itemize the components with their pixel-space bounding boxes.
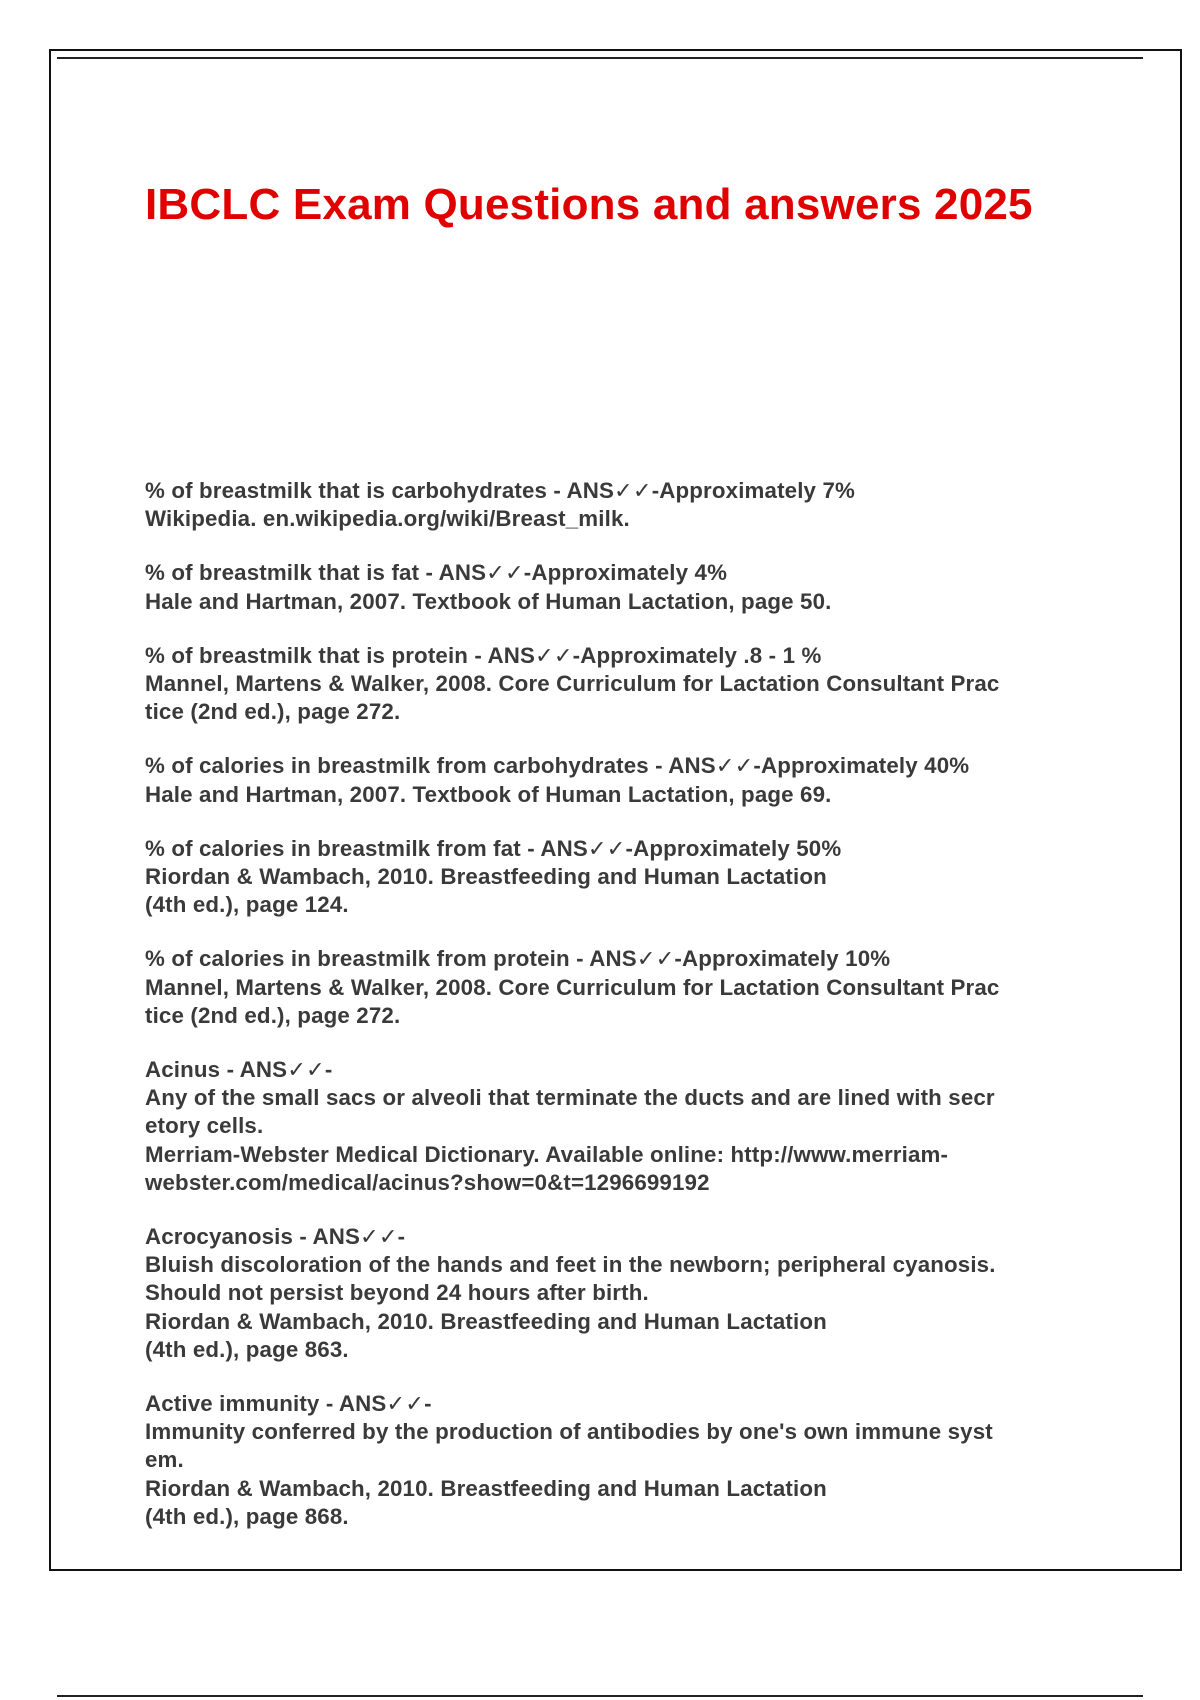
qa-text-line: tice (2nd ed.), page 272.: [145, 699, 401, 725]
qa-text-line: em.: [145, 1447, 184, 1473]
qa-question-line: Active immunity - ANS✓✓-: [145, 1391, 432, 1417]
qa-text-line: Should not persist beyond 24 hours after birth.: [145, 1280, 649, 1306]
qa-entry: [145, 945, 1145, 1030]
qa-list: [145, 477, 1145, 1557]
qa-text-line: Bluish discoloration of the hands and feet in the newborn; peripheral cyanosis.: [145, 1252, 996, 1278]
qa-question-line: Acrocyanosis - ANS✓✓-: [145, 1224, 406, 1250]
qa-text-line: Riordan & Wambach, 2010. Breastfeeding and Human Lactation: [145, 1308, 827, 1334]
qa-text-line: (4th ed.), page 868.: [145, 1503, 349, 1529]
qa-text-line: Wikipedia. en.wikipedia.org/wiki/Breast_milk.: [145, 506, 630, 532]
qa-text-line: Merriam-Webster Medical Dictionary. Available online: http://www.merriam-: [145, 1141, 949, 1167]
bottom-rule: [57, 1695, 1143, 1697]
qa-text-line: tice (2nd ed.), page 272.: [145, 1002, 401, 1028]
qa-question-line: % of breastmilk that is protein - ANS✓✓-Approximately .8 - 1 %: [145, 642, 822, 668]
qa-text-line: Hale and Hartman, 2007. Textbook of Human Lactation, page 69.: [145, 781, 832, 807]
qa-question-line: % of calories in breastmilk from carbohydrates - ANS✓✓-Approximately 40%: [145, 753, 970, 779]
qa-text-line: webster.com/medical/acinus?show=0&t=1296699192: [145, 1169, 710, 1195]
qa-text-line: Mannel, Martens & Walker, 2008. Core Curriculum for Lactation Consultant Prac: [145, 974, 1000, 1000]
qa-entry: [145, 752, 1145, 808]
qa-entry: [145, 477, 1145, 533]
qa-question-line: % of breastmilk that is fat - ANS✓✓-Approximately 4%: [145, 560, 728, 586]
qa-text-line: (4th ed.), page 124.: [145, 892, 349, 918]
qa-question-line: Acinus - ANS✓✓-: [145, 1057, 333, 1083]
qa-entry: [145, 1390, 1145, 1531]
document-title: IBCLC Exam Questions and answers 2025: [145, 180, 1033, 229]
qa-question-line: % of breastmilk that is carbohydrates - ANS✓✓-Approximately 7%: [145, 478, 855, 503]
qa-text-line: Any of the small sacs or alveoli that terminate the ducts and are lined with secr: [145, 1085, 995, 1111]
qa-text-line: Hale and Hartman, 2007. Textbook of Human Lactation, page 50.: [145, 588, 832, 614]
qa-entry: [145, 1056, 1145, 1197]
qa-text-line: Immunity conferred by the production of antibodies by one's own immune syst: [145, 1419, 993, 1445]
qa-entry: [145, 1223, 1145, 1364]
qa-text-line: Riordan & Wambach, 2010. Breastfeeding and Human Lactation: [145, 1475, 827, 1501]
qa-question-line: % of calories in breastmilk from protein - ANS✓✓-Approximately 10%: [145, 946, 891, 972]
qa-entry: [145, 559, 1145, 615]
qa-text-line: (4th ed.), page 863.: [145, 1336, 349, 1362]
qa-entry: [145, 642, 1145, 727]
qa-text-line: Riordan & Wambach, 2010. Breastfeeding and Human Lactation: [145, 864, 827, 890]
qa-text-line: etory cells.: [145, 1113, 264, 1139]
qa-entry: [145, 835, 1145, 920]
qa-text-line: Mannel, Martens & Walker, 2008. Core Curriculum for Lactation Consultant Prac: [145, 671, 1000, 697]
qa-question-line: % of calories in breastmilk from fat - ANS✓✓-Approximately 50%: [145, 835, 842, 861]
